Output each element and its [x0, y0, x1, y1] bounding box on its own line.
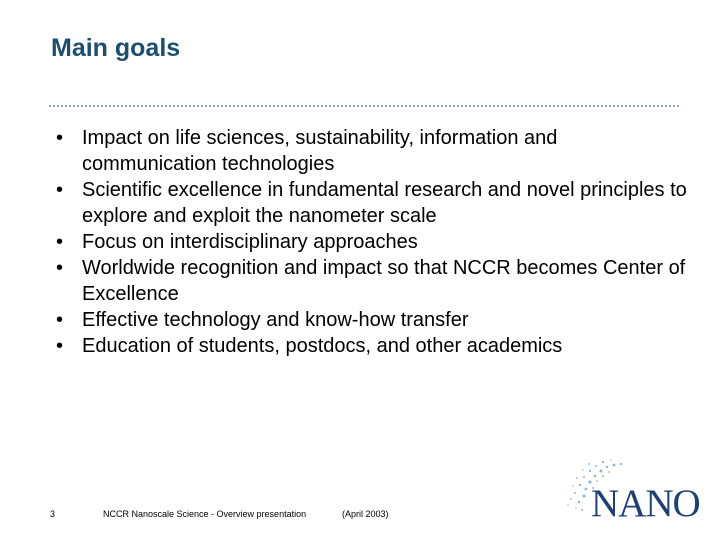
bullet-point-icon: • — [56, 179, 64, 201]
bullet-item — [56, 177, 696, 229]
page-number: 3 — [50, 509, 56, 519]
bullet-item — [56, 307, 696, 333]
bullet-item — [56, 125, 696, 177]
bullet-text: Education of students, postdocs, and other academics — [82, 335, 563, 357]
bullet-point-icon: • — [56, 257, 64, 279]
bullet-text: Effective technology and know-how transfer — [82, 309, 469, 331]
bullet-point-icon: • — [56, 231, 64, 253]
bullet-text: Worldwide recognition and impact so that NCCR becomes Center of Excellence — [82, 257, 686, 305]
bullet-text: Impact on life sciences, sustainability, information and communication technologies — [82, 127, 558, 175]
bullet-list — [56, 125, 696, 359]
footer-date: (April 2003) — [342, 509, 389, 519]
footer-presentation-title: NCCR Nanoscale Science - Overview presentation — [103, 509, 307, 519]
slide-title: Main goals — [51, 34, 181, 62]
nano-logo — [562, 458, 700, 528]
bullet-point-icon: • — [56, 335, 64, 357]
bullet-item — [56, 333, 696, 359]
bullet-text: Scientific excellence in fundamental research and novel principles to explore and exploit the nanometer scale — [82, 179, 687, 227]
bullet-point-icon: • — [56, 309, 64, 331]
title-divider — [49, 105, 679, 107]
bullet-item — [56, 255, 696, 307]
bullet-point-icon: • — [56, 127, 64, 149]
bullet-item — [56, 229, 696, 255]
logo-text: NANO — [591, 482, 700, 525]
bullet-text: Focus on interdisciplinary approaches — [82, 231, 418, 253]
